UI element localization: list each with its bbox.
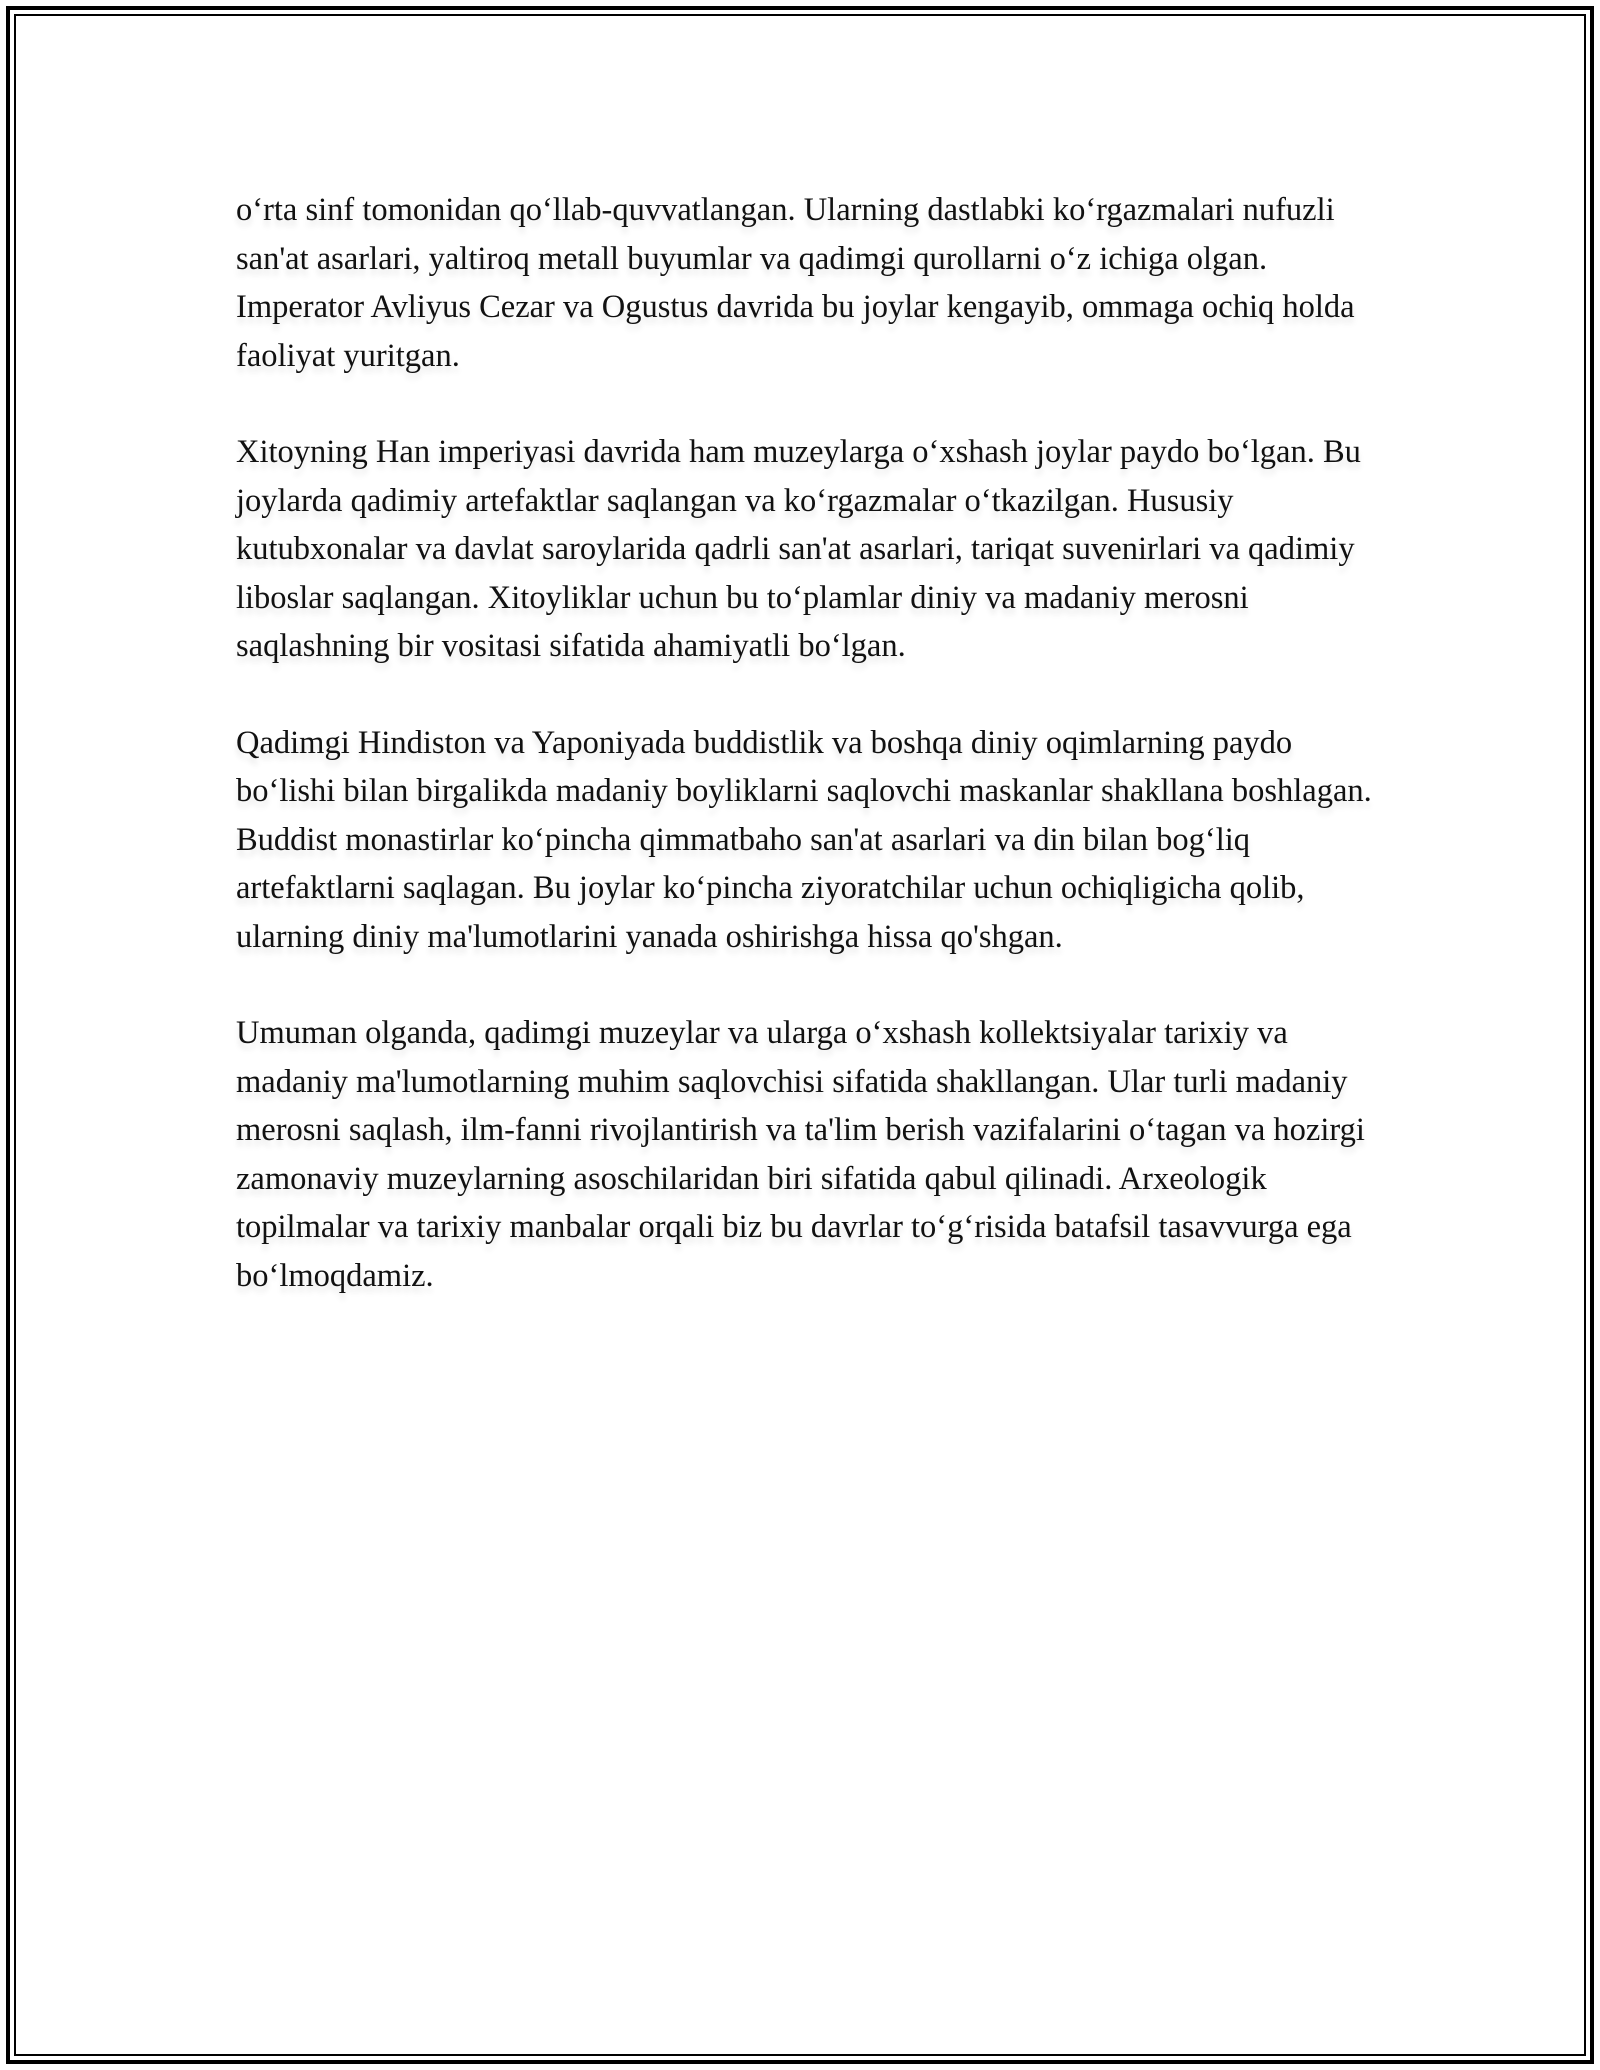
paragraph-4: Umuman olganda, qadimgi muzeylar va ularga o‘xshash kollektsiyalar tarixiy va madaniy ma'lumotlarning muhim saqlovchisi sifatida shakllangan. Ular turli madaniy merosni saqlash, ilm-fanni rivojlantirish va ta'lim berish vazifalarini o‘tagan va hozirgi zamonaviy muzeylarning asoschilaridan biri sifatida qabul qilinadi. Arxeologik topilmalar va tarixiy manbalar orqali biz bu davrlar to‘g‘risida batafsil tasavvurga ega bo‘lmoqdamiz. [236,1015,1365,1294]
paragraph-1: o‘rta sinf tomonidan qo‘llab-quvvatlangan. Ularning dastlabki ko‘rgazmalari nufuzli san'at asarlari, yaltiroq metall buyumlar va qadimgi qurollarni o‘z ichiga olgan. Imperator Avliyus Cezar va Ogustus davrida bu joylar kengayib, ommaga ochiq holda faoliyat yuritgan. [236,192,1355,374]
document-body [236,186,1376,1348]
paragraph-3: Qadimgi Hindiston va Yaponiyada buddistlik va boshqa diniy oqimlarning paydo bo‘lishi bilan birgalikda madaniy boyliklarni saqlovchi maskanlar shakllana boshlagan. Buddist monastirlar ko‘pincha qimmatbaho san'at asarlari va din bilan bog‘liq artefaktlarni saqlagan. Bu joylar ko‘pincha ziyoratchilar uchun ochiqligicha qolib, ularning diniy ma'lumotlarini yanada oshirishga hissa qo'shgan. [236,724,1372,955]
paragraph-2: Xitoyning Han imperiyasi davrida ham muzeylarga o‘xshash joylar paydo bo‘lgan. Bu joylarda qadimiy artefaktlar saqlangan va ko‘rgazmalar o‘tkazilgan. Hususiy kutubxonalar va davlat saroylarida qadrli san'at asarlari, tariqat suvenirlari va qadimiy liboslar saqlangan. Xitoyliklar uchun bu to‘plamlar diniy va madaniy merosni saqlashning bir vositasi sifatida ahamiyatli bo‘lgan. [236,434,1361,664]
